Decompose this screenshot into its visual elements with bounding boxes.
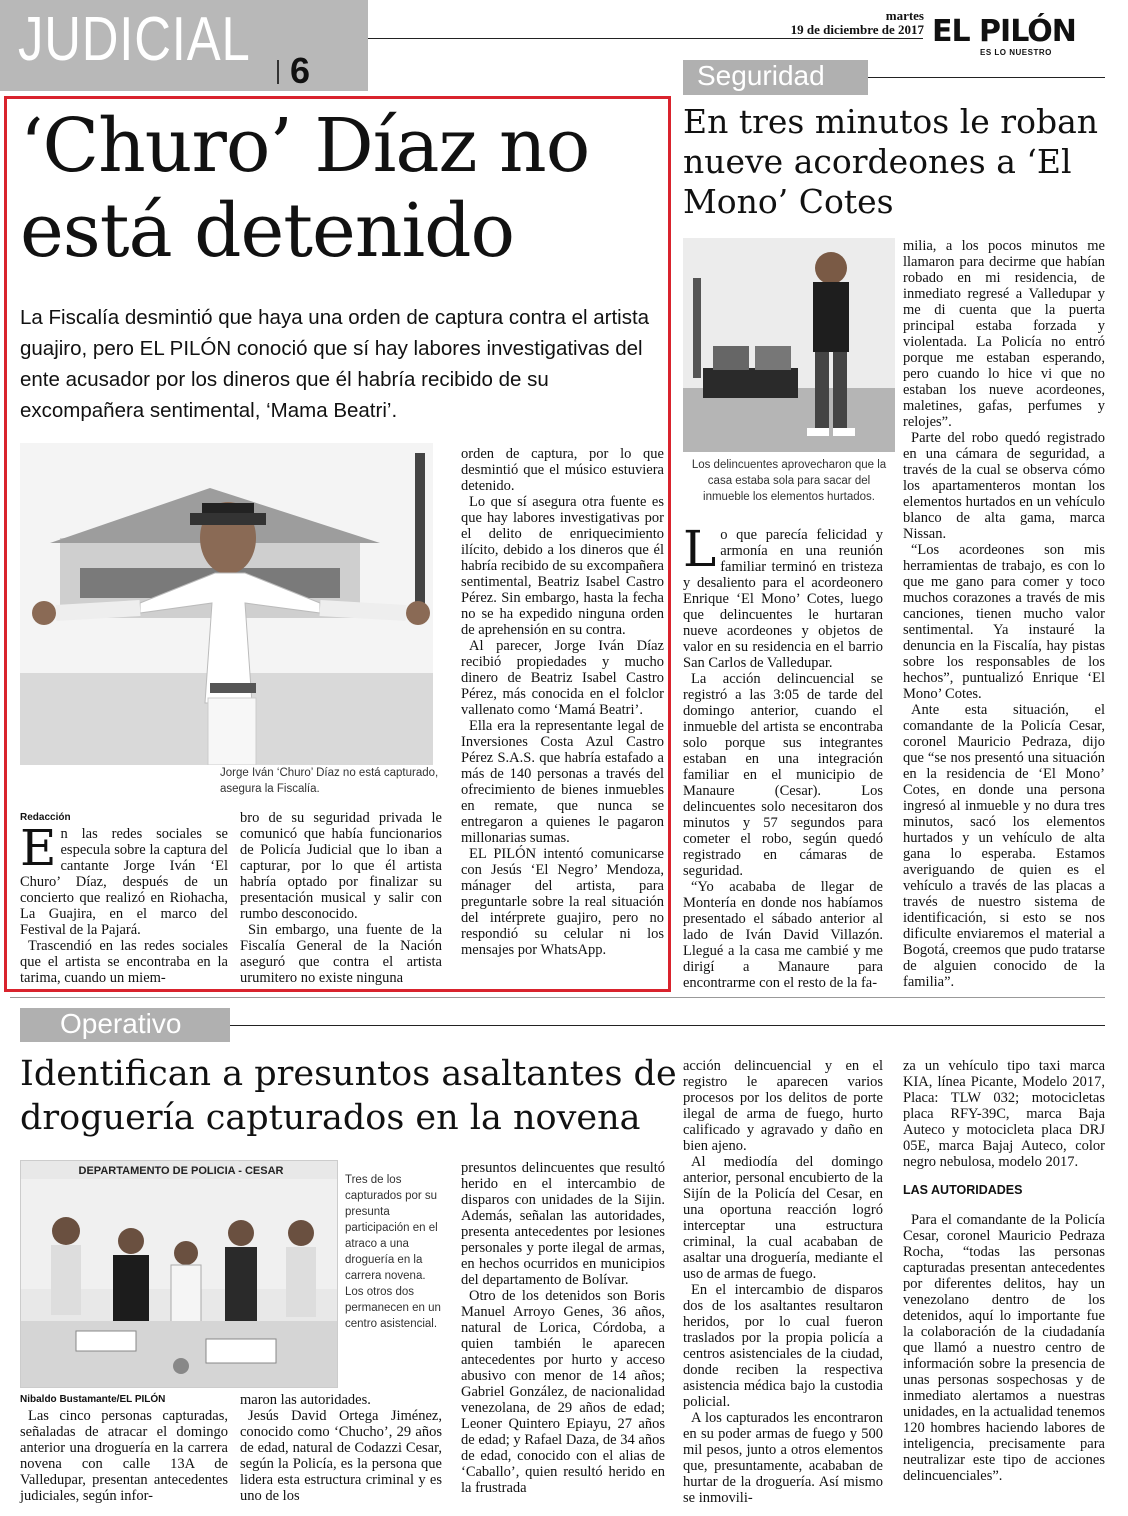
section-name: JUDICIAL — [18, 5, 251, 74]
bottom-col-4 — [683, 1058, 883, 1506]
right-col1-p2: La acción delincuencial se registró a las 3:05 de tarde del domingo anterior, cuando el inmueble del artista se encontraba solo porque sus integrantes estaban en una integración familiar en el municipio de Manaure (Cesar). Los delincuentes solo necesitaron dos minutos y 57 segundos para cometer el robo, según quedó registrado en cámaras de seguridad. — [683, 671, 883, 879]
main-col1-p1: n las redes sociales se especula sobre la captura del cantante Jorge Iván ‘El Churo’ Díaz, después de un concierto que realizó en Riohacha, La Guajira, en el marco del Festival de la Pajará. — [20, 826, 228, 938]
main-byline: Redacción — [20, 812, 71, 823]
bottom-col-5 — [903, 1058, 1105, 1484]
header-rule — [368, 38, 923, 39]
main-headline: ‘Churo’ Díaz no está detenido — [20, 103, 590, 274]
date-day: martes — [885, 8, 924, 23]
right-headline: En tres minutos le roban nueve acordeones a ‘El Mono’ Cotes — [683, 102, 1098, 221]
bottom-byline: Nibaldo Bustamante/EL PILÓN — [20, 1394, 166, 1405]
security-rule — [868, 77, 1105, 78]
main-col2-p2: Sin embargo, una fuente de la Fiscalía General de la Nación aseguró que contra el artista urumitero no existe ninguna — [240, 922, 442, 986]
bottom-col2-p1: maron las autoridades. — [240, 1392, 371, 1408]
main-col3-p5: EL PILÓN intentó comunicarse con Jesús ‘El Negro’ Mendoza, mánager del artista, para preguntarle sobre la real situación del intérprete guajiro, pero no respondió su celular ni los mensajes por WhatsApp. — [461, 846, 664, 958]
bottom-col1-p1: Las cinco personas capturadas, señaladas de atracar el domingo anterior una droguería en la carrera novena con calle 13A de Valledupar, presentan antecedentes judiciales, según infor- — [20, 1408, 228, 1504]
main-dropcap: E — [20, 819, 57, 877]
right-col1-p1: o que parecía felicidad y armonía en una reunión familiar terminó en tristeza y desaliento para el acordeonero Enrique ‘El Mono’ Cotes, luego que delincuentes le hurtaran nueve acordeones y objetos de valor en su residencia en el barrio San Carlos de Valledupar. — [683, 527, 883, 671]
right-col1-p3: “Yo acababa de llegar de Montería en donde nos habíamos presentado el sábado anterior al lado de Iván David Villazón. Llegué a la casa me cambié y me dirigí a Manaure para encontrarme con el resto de la fa- — [683, 879, 883, 991]
right-photo — [683, 238, 895, 452]
right-dropcap: L — [683, 520, 717, 578]
logo-tagline: ES LO NUESTRO — [980, 48, 1052, 57]
main-col3-p3: Al parecer, Jorge Iván Díaz recibió propiedades y mucho dinero de Beatriz Isabel Castro Pérez, más conocida en el folclor vallenato como ‘Mamá Beatri’. — [461, 638, 664, 718]
bottom-col-1 — [20, 1392, 228, 1504]
operativo-rule — [230, 1025, 1105, 1026]
bottom-col5-intro: za un vehículo tipo taxi marca KIA, línea Picante, Modelo 2017, Placa: TLW 032; motocicletas placa RFY-39C, marca Baja Auteco y motocicleta placa DRJ 05E, marca Bajaj Auteco, color negro nebulosa, modelo 2017. — [903, 1058, 1105, 1170]
bottom-photo-caption: Tres de los capturados por su presunta participación en el atraco a una droguería en la carrera novena. Los otros dos permanecen en un centro asistencial. — [345, 1174, 441, 1330]
photo-detainees-illustration — [21, 1161, 338, 1388]
right-photo-caption: Los delincuentes aprovecharon que la casa estaba sola para sacar del inmueble los elementos hurtados. — [691, 459, 887, 503]
main-photo — [20, 443, 433, 765]
bottom-col3-p1: presuntos delincuentes que resultó herido en el intercambio de disparos con unidades de la Sijin. Además, señalan las autoridades, presenta antecedentes por lesiones personales y porte ilegal de armas, en hechos ocurridos en municipios del departamento de Bolívar. — [461, 1160, 665, 1288]
main-col3-p2: Lo que sí asegura otra fuente es que hay labores investigativas por el delito de enriquecimiento ilícito, debido a los dineros que él habría recibido de su excompañera sentimental, Beatriz Isabel Castro Pérez. Sin embargo, hasta la fecha no se ha expedido ninguna orden de aprehensión en su contra. — [461, 494, 664, 638]
newspaper-logo: EL PILÓN — [932, 14, 1076, 49]
bottom-col-2 — [240, 1392, 442, 1504]
main-lead: La Fiscalía desmintió que haya una orden de captura contra el artista guajiro, pero EL PILÓN conoció que sí hay labores investigativas del ente acusador por los dineros que él habría recibido de su excompañera sentimental, ‘Mama Beatri’. — [20, 306, 650, 422]
main-col2-p1: bro de su seguridad privada le comunicó que había funcionarios de Policía Judicial que lo iban a capturar, por lo que él artista habría optado por finalizar su presentación musical y salir con rumbo desconocido. — [240, 810, 442, 922]
main-photo-caption: Jorge Iván ‘Churo’ Díaz no está capturado, asegura la Fiscalía. — [220, 767, 439, 795]
bottom-col4-p3: En el intercambio de disparos dos de los asaltantes resultaron heridos, por lo cual fueron traslados por la propia policía a centros asistenciales de la ciudad, donde reciben la respectiva asistencia médica bajo la custodia policial. — [683, 1282, 883, 1410]
section-divider — [10, 997, 1105, 998]
right-col2-p1: milia, a los pocos minutos me llamaron para decirme que habían robado en mi residencia, de inmediato regresé a Valledupar y me di cuenta que la puerta principal estaba forzada y violentada. La Policía no entró porque me estaban esperando, pero cuando lo hice vi que no estaban los nueve acordeones, maletines, gafas, perfumes y relojes”. — [903, 238, 1105, 430]
main-col-1 — [20, 810, 228, 986]
bottom-photo — [20, 1160, 338, 1388]
right-col2-p4: Ante esta situación, el comandante de la Policía Cesar, coronel Mauricio Pedraza, dijo que “se nos presentó una situación en la residencia de ‘El Mono’ Cotes, en donde una persona ingresó al inmueble y no dura tres minutos, sacó los elementos hurtados y un vehículo de alta gana lo esperaba. Estamos averiguando de quien es el vehículo a través de las placas a través de nuestro sistema de identificación, si esto se nos dificulte enviaremos el material a Bogotá, creemos que pudo tratarse de alguien conocido de la familia”. — [903, 702, 1105, 990]
photo-artist-illustration — [20, 443, 433, 765]
page-separator — [277, 60, 279, 84]
page-number: 6 — [290, 50, 311, 91]
right-col-1 — [683, 520, 883, 991]
bottom-col3-p2: Otro de los detenidos son Boris Manuel Arroyo Genes, 36 años, natural de Lorica, Córdoba, a quien también le aparecen antecedentes por hurto y acceso abusivo con menor de 14 años; Gabriel González, de nacionalidad venezolana, de 29 años de edad; Leoner Quintero Epiayu, 27 años de edad; y Rafael Daza, de 34 años de edad, conocido con el alias de ‘Caballo’, quien resultó herido en la frustrada — [461, 1288, 665, 1496]
security-section-label: Seguridad — [697, 60, 825, 91]
bottom-col4-p4: A los capturados les encontraron en su poder armas de fuego y 500 mil pesos, junto a otros elementos que, presuntamente, acababan de hurtar de la droguería. Así mismo se inmovili- — [683, 1410, 883, 1506]
bottom-col4-p2: Al mediodía del domingo anterior, personal encubierto de la Sijín de la Policía del Cesar, en una oportuna reacción logró interceptar una estructura criminal, la cual acababan de asaltar una droguería, mediante el uso de armas de fuego. — [683, 1154, 883, 1282]
photo-accordion-owner-illustration — [683, 238, 895, 452]
operativo-section-label: Operativo — [60, 1008, 182, 1039]
right-col2-p3: “Los acordeones son mis herramientas de trabajo, es con lo que me gano para comer y toco muchos corazones a través de mis canciones, tienen mucho valor sentimental. Ya instauré la denuncia en la Fiscalía, hay pistas sobre los responsables de los hechos”, puntualizó Enrique ‘El Mono’ Cotes. — [903, 542, 1105, 702]
bottom-col4-p1: acción delincuencial y en el registro le aparecen varios procesos por los delitos de porte ilegal de arma de fuego, hurto calificado y agravado y daño en bien ajeno. — [683, 1058, 883, 1154]
main-col-3 — [461, 446, 664, 958]
bottom-subhead: LAS AUTORIDADES — [903, 1183, 1023, 1197]
date-full: 19 de diciembre de 2017 — [790, 22, 924, 37]
bottom-headline: Identifican a presuntos asaltantes de droguería capturados en la novena — [20, 1054, 677, 1138]
main-col3-p1: orden de captura, por lo que desmintió que el músico estuviera detenido. — [461, 446, 664, 494]
bottom-col5-body: Para el comandante de la Policía Cesar, coronel Mauricio Pedraza Rocha, “todas las personas capturadas presentan antecedentes por diferentes delitos, hay un venezolano dentro de los detenidos, aquí lo importante fue la colaboración de la ciudadanía que llamó a nuestro centro de información sobre la presencia de unas personas sospechosas y de inmediato alertamos a nuestras unidades, en la actualidad tenemos 120 hombres haciendo labores de inteligencia, precisamente para neutralizar este tipo de acciones delincuenciales”. — [903, 1212, 1105, 1484]
bottom-col-3 — [461, 1160, 665, 1496]
main-col-2 — [240, 810, 442, 986]
bottom-col2-p2: Jesús David Ortega Jiménez, conocido como ‘Chucho’, 29 años de edad, natural de Codazzi Cesar, según la Policía, es la persona que lidera esta estructura criminal y es uno de los — [240, 1408, 442, 1504]
photo-banner-text: DEPARTAMENTO DE POLICIA - CESAR — [78, 1165, 284, 1177]
main-col3-p4: Ella era la representante legal de Inversiones Costa Azul Castro Pérez S.A.S. que habría estafado a más de 140 personas a través del ofrecimiento de bienes inmuebles en remate, que nunca se entregaron a quienes le pagaron millonarias sumas. — [461, 718, 664, 846]
main-col1-p2: Trascendió en las redes sociales que el artista se encontraba en la tarima, cuando un miem- — [20, 938, 228, 986]
right-col2-p2: Parte del robo quedó registrado en una cámara de seguridad, a través de la cual se observa cómo los apartamenteros montan los elementos hurtados en un vehículo blanco de alta gama, marca Nissan. — [903, 430, 1105, 542]
right-col-2 — [903, 238, 1105, 990]
